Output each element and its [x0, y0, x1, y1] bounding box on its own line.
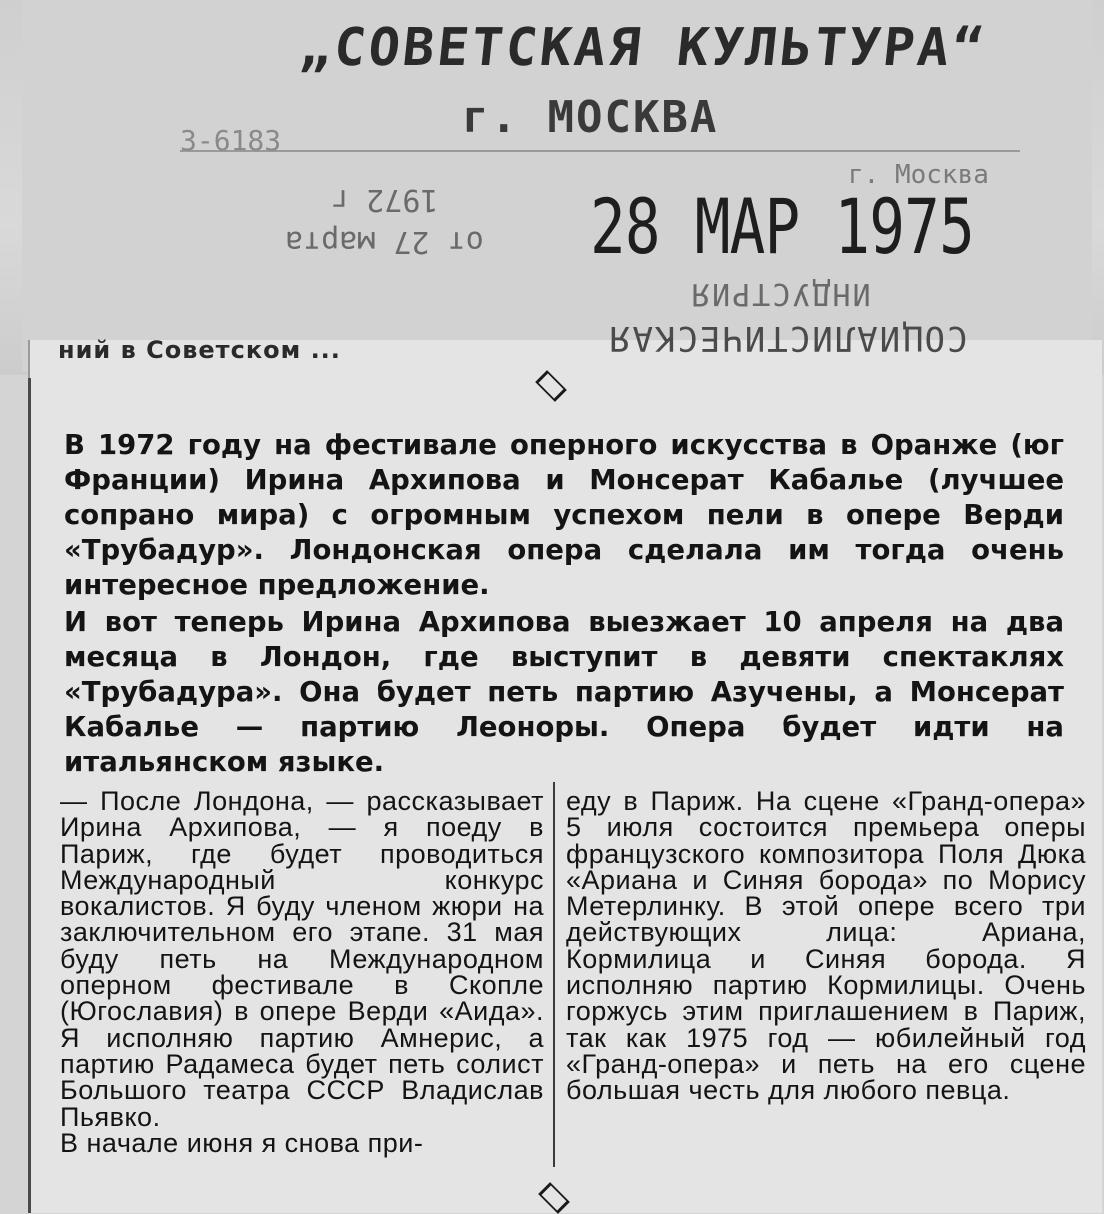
body-paragraph: В начале июня я снова при-	[60, 1127, 424, 1158]
clipping-edge	[28, 378, 31, 1213]
body-paragraph: еду в Париж. На сцене «Гранд-опера» 5 июля состоится премьера оперы французского композитора Поля Дюка «Ариана и Синяя борода» по Морису Метерлинку. В этой опере всего три действующих лица: Ариана, Кормилица и Синяя борода. Я исполняю партию Кормилицы. Очень горжусь этим приглашением в Париж, так как 1975 год — юбилейный год «Гранд-опера» и петь на его сцене большая честь для любого певца.	[566, 786, 1086, 1106]
article-column-left	[60, 788, 544, 1156]
newspaper-title-stamp: „СОВЕТСКАЯ КУЛЬТУРА“	[296, 18, 990, 78]
stamp-rule	[180, 150, 1020, 152]
date-stamp: 28 МАР 1975	[590, 182, 975, 271]
body-paragraph: — После Лондона, — рассказывает Ирина Архипова, — я поеду в Париж, где будет проводиться Международный конкурс вокалистов. Я буду членом жюри на заключительном его этапе. 31 мая буду петь на Международном оперном фестивале в Скопле (Югославия) в опере Верди «Аида». Я исполняю партию Амнерис, а партию Радамеса будет петь солист Большого театра СССР Владислав Пьявко.	[60, 786, 544, 1132]
mirrored-industry-imprint: ИНДУСТРИЯ	[690, 276, 871, 311]
lead-paragraph: В 1972 году на фестивале оперного искусства в Оранже (юг Франции) Ирина Архипова и Монсерат Кабалье (лучшее сопрано мира) с огромным успехом пели в опере Верди «Трубадур». Лондонская опера сделала им тогда очень интересное предложение.	[64, 429, 1064, 601]
faint-city-stamp: г. Москва	[848, 160, 989, 190]
article-column-right	[566, 788, 1086, 1104]
article-lead	[64, 428, 1064, 780]
city-stamp: г. МОСКВА	[462, 92, 719, 143]
faint-number-stamp: 3-6183	[180, 124, 282, 157]
lead-paragraph: И вот теперь Ирина Архипова выезжает 10 апреля на два месяца в Лондон, где выступит в девяти спектаклях «Трубадура». Она будет петь партию Азучены, а Монсерат Кабалье — партию Леоноры. Опера будет идти на итальянском языке.	[64, 606, 1064, 778]
column-divider	[553, 782, 555, 1167]
mirrored-socialist-imprint: СОЦИАЛИСТИЧЕСКАЯ	[608, 318, 968, 358]
mirrored-date-imprint: от 27 марта	[285, 224, 484, 259]
top-text-fragment: ний в Советском ...	[58, 336, 341, 364]
mirrored-year-imprint: 1972 г	[330, 182, 439, 217]
